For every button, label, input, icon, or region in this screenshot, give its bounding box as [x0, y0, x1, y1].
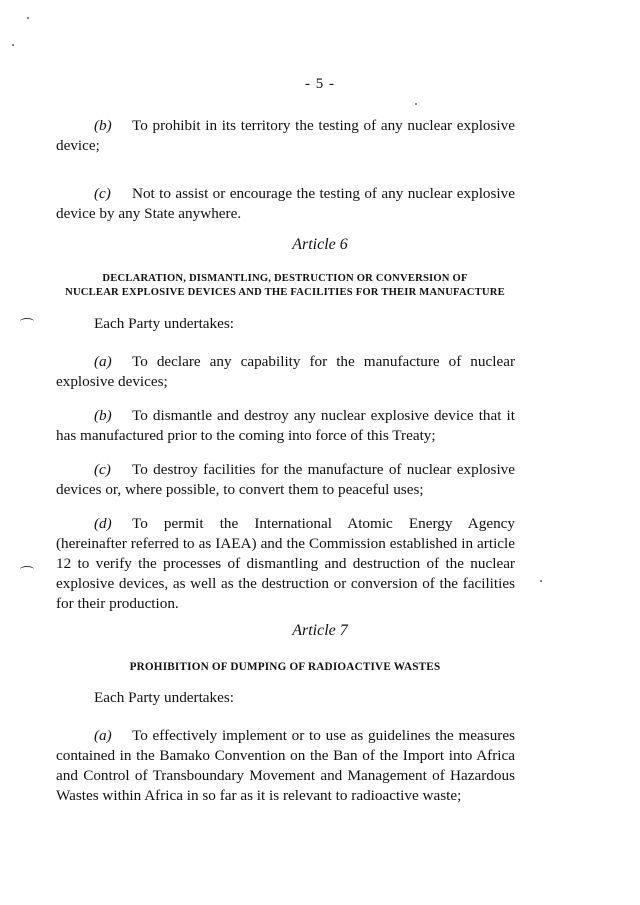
- paragraph-first-line: [56, 184, 515, 204]
- paragraph-first-line: [56, 352, 515, 372]
- margin-scan-mark: [20, 318, 34, 325]
- article-7-title: PROHIBITION OF DUMPING OF RADIOACTIVE WASTES: [129, 661, 441, 673]
- intro-paragraph-b: [56, 116, 515, 156]
- paragraph-line: (hereinafter referred to as IAEA) and the Commission established in article: [56, 535, 515, 552]
- article-6-item-b: [56, 406, 515, 446]
- paragraph-continuation: explosive devices;: [56, 373, 168, 390]
- paragraph-line: 12 to verify the processes of dismantling and destruction of the nuclear: [56, 555, 515, 572]
- paragraph-first-line: [56, 460, 515, 480]
- article-6-heading: Article 6: [292, 236, 348, 253]
- article-6-item-d: [56, 514, 515, 614]
- article-7-heading: Article 7: [292, 622, 348, 639]
- article-6-item-a: [56, 352, 515, 392]
- scan-speck: [415, 103, 417, 105]
- paragraph-continuation: has manufactured prior to the coming into force of this Treaty;: [56, 427, 436, 444]
- paragraph-line: contained in the Bamako Convention on the Ban of the Import into Africa: [56, 747, 515, 764]
- item-label: (b): [94, 117, 112, 134]
- scan-speck: [27, 17, 29, 19]
- article-6-title-line2: NUCLEAR EXPLOSIVE DEVICES AND THE FACILITIES FOR THEIR MANUFACTURE: [65, 287, 505, 298]
- item-label: (b): [94, 407, 112, 424]
- article-6-title: [50, 272, 520, 300]
- paragraph-line: for their production.: [56, 595, 179, 612]
- item-label: (c): [94, 461, 111, 478]
- paragraph-line: explosive devices, as well as the destruction or conversion of the facilities: [56, 575, 515, 592]
- scan-speck: [540, 580, 542, 582]
- article-7-undertakes: Each Party undertakes:: [94, 689, 235, 706]
- paragraph-text: To prohibit in its territory the testing of any nuclear explosive: [132, 117, 515, 134]
- page-number: - 5 -: [305, 76, 335, 92]
- paragraph-continuation: device by any State anywhere.: [56, 205, 242, 222]
- item-label: (c): [94, 185, 111, 202]
- margin-scan-mark: [20, 566, 34, 573]
- paragraph-text: Not to assist or encourage the testing of any nuclear explosive: [132, 185, 515, 202]
- article-6-title-line1: DECLARATION, DISMANTLING, DESTRUCTION OR CONVERSION OF: [102, 273, 468, 284]
- paragraph-line: and Control of Transboundary Movement and Management of Hazardous: [56, 767, 515, 784]
- item-label: (a): [94, 353, 112, 370]
- paragraph-continuation: device;: [56, 137, 100, 154]
- paragraph-text: To destroy facilities for the manufacture of nuclear explosive: [132, 461, 515, 478]
- paragraph-text: To permit the International Atomic Energy Agency: [132, 515, 515, 532]
- paragraph-text: To declare any capability for the manufacture of nuclear: [132, 353, 515, 370]
- paragraph-line: Wastes within Africa in so far as it is relevant to radioactive waste;: [56, 787, 462, 804]
- article-6-undertakes: Each Party undertakes:: [94, 315, 235, 332]
- scan-speck: [12, 44, 14, 46]
- paragraph-first-line: [56, 116, 515, 136]
- paragraph-text: To dismantle and destroy any nuclear explosive device that it: [132, 407, 515, 424]
- article-6-item-c: [56, 460, 515, 500]
- article-7-item-a: [56, 726, 515, 806]
- intro-paragraph-c: [56, 184, 515, 224]
- paragraph-first-line: [56, 726, 515, 746]
- paragraph-continuation: devices or, where possible, to convert them to peaceful uses;: [56, 481, 424, 498]
- paragraph-first-line: [56, 514, 515, 534]
- item-label: (a): [94, 727, 112, 744]
- paragraph-first-line: [56, 406, 515, 426]
- paragraph-text: To effectively implement or to use as guidelines the measures: [132, 727, 515, 744]
- item-label: (d): [94, 515, 112, 532]
